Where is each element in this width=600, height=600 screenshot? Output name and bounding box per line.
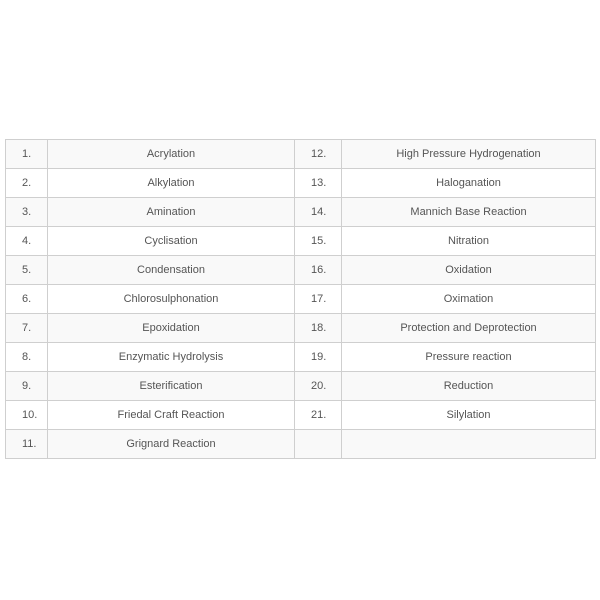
row-number-left: 6. <box>6 285 48 314</box>
table-row <box>6 285 596 314</box>
reaction-name-left: Friedal Craft Reaction <box>48 401 295 430</box>
row-number-left: 2. <box>6 169 48 198</box>
table-row <box>6 372 596 401</box>
row-number-left: 3. <box>6 198 48 227</box>
row-number-right: 21. <box>295 401 342 430</box>
reaction-name-right: Protection and Deprotection <box>342 314 596 343</box>
row-number-left: 5. <box>6 256 48 285</box>
reaction-name-left: Condensation <box>48 256 295 285</box>
table-row <box>6 169 596 198</box>
row-number-right <box>295 430 342 459</box>
reaction-name-left: Grignard Reaction <box>48 430 295 459</box>
reaction-table-container <box>5 139 595 459</box>
reaction-name-left: Alkylation <box>48 169 295 198</box>
table-row <box>6 140 596 169</box>
reaction-name-left: Epoxidation <box>48 314 295 343</box>
reaction-name-right: Silylation <box>342 401 596 430</box>
reaction-name-right: Oxidation <box>342 256 596 285</box>
row-number-left: 7. <box>6 314 48 343</box>
row-number-right: 19. <box>295 343 342 372</box>
reaction-name-left: Cyclisation <box>48 227 295 256</box>
row-number-left: 8. <box>6 343 48 372</box>
reaction-name-right: High Pressure Hydrogenation <box>342 140 596 169</box>
row-number-right: 18. <box>295 314 342 343</box>
reaction-name-right: Haloganation <box>342 169 596 198</box>
row-number-left: 1. <box>6 140 48 169</box>
table-row <box>6 198 596 227</box>
table-row <box>6 430 596 459</box>
row-number-right: 15. <box>295 227 342 256</box>
table-row <box>6 256 596 285</box>
row-number-left: 9. <box>6 372 48 401</box>
row-number-right: 16. <box>295 256 342 285</box>
reaction-name-left: Enzymatic Hydrolysis <box>48 343 295 372</box>
reaction-name-right: Oximation <box>342 285 596 314</box>
table-row <box>6 314 596 343</box>
row-number-left: 10. <box>6 401 48 430</box>
table-row <box>6 401 596 430</box>
table-row <box>6 343 596 372</box>
row-number-right: 17. <box>295 285 342 314</box>
reaction-name-right: Nitration <box>342 227 596 256</box>
reaction-name-left: Esterification <box>48 372 295 401</box>
reaction-name-left: Amination <box>48 198 295 227</box>
row-number-left: 11. <box>6 430 48 459</box>
table-row <box>6 227 596 256</box>
row-number-right: 14. <box>295 198 342 227</box>
reaction-name-right: Mannich Base Reaction <box>342 198 596 227</box>
row-number-left: 4. <box>6 227 48 256</box>
reaction-table <box>5 139 596 459</box>
reaction-name-right: Pressure reaction <box>342 343 596 372</box>
reaction-name-left: Chlorosulphonation <box>48 285 295 314</box>
reaction-name-left: Acrylation <box>48 140 295 169</box>
row-number-right: 12. <box>295 140 342 169</box>
reaction-name-right: Reduction <box>342 372 596 401</box>
row-number-right: 20. <box>295 372 342 401</box>
row-number-right: 13. <box>295 169 342 198</box>
reaction-name-right <box>342 430 596 459</box>
